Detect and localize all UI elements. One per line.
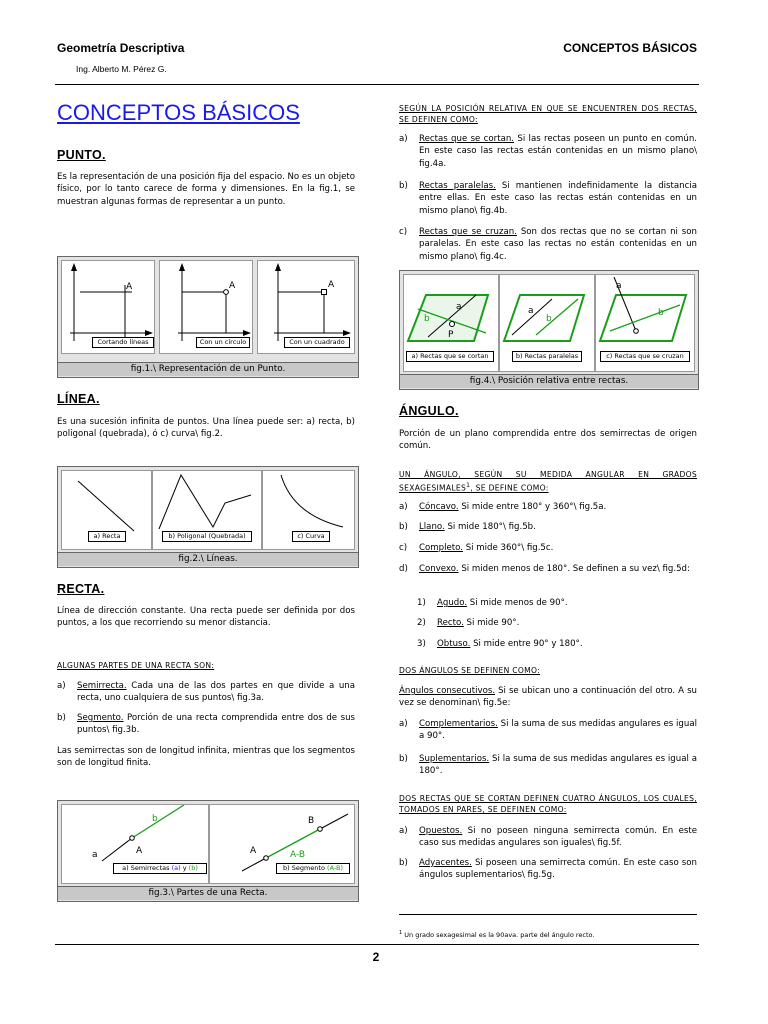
item-term: Llano. <box>419 522 445 532</box>
header-right-title: CONCEPTOS BÁSICOS <box>563 41 697 55</box>
punto-text: Es la representación de una posición fija del espacio. No es un objeto físico, por lo tanto carece de forma y dimensiones. En la fig.1, se muestran algunas formas de representar a un punto. <box>57 172 356 207</box>
heading-angulo: ÁNGULO. <box>399 404 459 418</box>
dos-item-a <box>399 718 697 743</box>
item-term: Segmento. <box>77 713 124 723</box>
recta-text: Línea de dirección constante. Una recta puede ser definida por dos puntos, a los que recorriendo su menor distancia. <box>57 606 355 629</box>
item-number: 1) <box>417 598 426 608</box>
svg-text:a: a <box>528 306 534 316</box>
item-desc: Si miden menos de 180°. Se definen a su vez\ fig.5d: <box>458 564 690 574</box>
svg-text:b: b <box>152 814 158 824</box>
item-desc: Porción de una recta comprendida entre dos de sus puntos\ fig.3b. <box>77 713 355 736</box>
item-term: Rectas que se cruzan. <box>419 227 517 237</box>
fig1-label-b: Con un círculo <box>196 337 250 348</box>
fig2-label-a: a) Recta <box>88 531 126 542</box>
fig1-label-c: Con un cuadrado <box>284 337 350 348</box>
item-number: b) <box>399 522 408 532</box>
item-number: 2) <box>417 618 426 628</box>
svg-text:B: B <box>308 816 315 826</box>
angulo-item-a <box>399 501 697 513</box>
item-term: Opuestos. <box>419 826 463 836</box>
heading-recta: RECTA. <box>57 582 105 596</box>
linea-text: Es una sucesión infinita de puntos. Una línea puede ser: a) recta, b) poligonal (quebrada), ó c) curva\ fig.2. <box>57 417 355 440</box>
dos-item-b <box>399 753 697 778</box>
fig3-label-b: b) Segmento (A-B) <box>276 863 350 874</box>
angulo-medida-heading: UN ÁNGULO, SEGÚN SU MEDIDA ANGULAR EN GRADOS SEXAGESIMALES$^1$, SE DEFINE COMO: <box>399 470 697 493</box>
item-desc: Si poseen una semirrecta común. En este caso son ángulos suplementarios\ fig.5g. <box>419 858 697 881</box>
item-number: a) <box>399 134 408 144</box>
item-term: Cóncavo. <box>419 502 459 512</box>
svg-text:a: a <box>616 281 622 291</box>
svg-text:P: P <box>448 330 454 340</box>
item-number: c) <box>399 543 408 553</box>
item-number: d) <box>399 564 408 574</box>
item-number: b) <box>399 858 408 868</box>
fig1-label-a: Cortando líneas <box>92 337 154 348</box>
posicion-heading: SEGÚN LA POSICIÓN RELATIVA EN QUE SE ENCUENTREN DOS RECTAS, SE DEFINEN COMO: <box>399 104 697 124</box>
fig3-caption: fig.3.\ Partes de una Recta. <box>58 886 358 900</box>
item-number: a) <box>399 719 408 729</box>
recta-item-b <box>57 712 355 737</box>
recta-partes-heading: ALGUNAS PARTES DE UNA RECTA SON: <box>57 661 215 670</box>
figure-4 <box>399 270 699 390</box>
angulo-subitem-1 <box>417 597 697 609</box>
svg-text:A: A <box>229 281 236 291</box>
fig2-label-c: c) Curva <box>292 531 330 542</box>
item-desc: Si mide 360°\ fig.5c. <box>462 543 554 553</box>
cuatro-angulos-heading: DOS RECTAS QUE SE CORTAN DEFINEN CUATRO ÁNGULOS, LOS CUALES, TOMADOS EN PARES, SE DEFINEN COMO: <box>399 794 697 814</box>
figure-1 <box>57 256 359 378</box>
header-rule <box>55 84 699 85</box>
fig4-label-a: a) Rectas que se cortan <box>406 351 494 362</box>
fig2-caption: fig.2.\ Líneas. <box>58 552 358 566</box>
figure-2 <box>57 466 359 568</box>
fig4-caption: fig.4.\ Posición relativa entre rectas. <box>400 374 698 388</box>
angulo-text: Porción de un plano comprendida entre dos semirrectas de origen común. <box>399 429 697 452</box>
header-author: Ing. Alberto M. Pérez G. <box>76 64 167 74</box>
footnote: $^1$ Un grado sexagesimal es la 90ava. parte del ángulo recto. <box>399 930 595 940</box>
angulo-subitem-3 <box>417 638 697 650</box>
angulo-item-d <box>399 563 697 575</box>
item-term: Convexo. <box>419 564 459 574</box>
svg-text:a: a <box>92 850 98 860</box>
item-desc: Si la suma de sus medidas angulares es igual a 180°. <box>419 754 697 777</box>
item-term: Semirrecta. <box>77 681 127 691</box>
fig1-caption: fig.1.\ Representación de un Punto. <box>58 362 358 376</box>
item-term: Rectas paralelas. <box>419 181 496 191</box>
heading-linea: LÍNEA. <box>57 392 100 406</box>
item-desc: Si mide 180°\ fig.5b. <box>444 522 536 532</box>
angulo-item-c <box>399 542 697 554</box>
footnote-rule <box>399 914 697 915</box>
item-desc: Cada una de las dos partes en que divide a una recta, uno cualquiera de sus puntos\ fig.3a. <box>77 681 355 704</box>
item-desc: Si las rectas poseen un punto en común. En este caso las rectas están contenidas en un mismo plano\ fig.4a. <box>419 134 697 169</box>
item-term: Completo. <box>419 543 463 553</box>
item-term: Agudo. <box>437 598 468 608</box>
svg-text:a: a <box>456 302 462 312</box>
footer-rule <box>55 944 699 945</box>
item-term: Adyacentes. <box>419 858 472 868</box>
svg-text:b: b <box>658 308 664 318</box>
dos-angulos-heading: DOS ÁNGULOS SE DEFINEN COMO: <box>399 666 541 675</box>
item-number: b) <box>399 754 408 764</box>
recta-item-a <box>57 680 355 705</box>
item-desc: Si mantienen indefinidamente la distancia entre ellas. En este caso las rectas están contenidas en un mismo plano\ fig.4b. <box>419 181 697 216</box>
main-title: CONCEPTOS BÁSICOS <box>57 100 300 125</box>
heading-punto: PUNTO. <box>57 148 106 162</box>
item-term: Rectas que se cortan. <box>419 134 515 144</box>
item-desc: Si no poseen ninguna semirrecta común. En este caso sus medidas angulares son iguales\ fig.5f. <box>419 826 697 849</box>
fig4-label-c: c) Rectas que se cruzan <box>600 351 690 362</box>
svg-text:A: A <box>136 846 143 856</box>
consecutivos-text: Ángulos consecutivos. Si se ubican uno a continuación del otro. A su vez se denominan\ fig.5e: <box>399 686 697 709</box>
angulo-subitem-2 <box>417 617 697 629</box>
item-desc: Si mide entre 180° y 360°\ fig.5a. <box>458 502 607 512</box>
svg-text:A-B: A-B <box>290 850 306 860</box>
fig3-label-a: a) Semirrectas (a) y (b) <box>113 863 207 874</box>
fig4-label-b: b) Rectas paralelas <box>512 351 582 362</box>
figure-3 <box>57 800 359 902</box>
page-number: 2 <box>372 950 380 964</box>
item-number: a) <box>57 681 66 691</box>
angulo-item-b <box>399 521 697 533</box>
item-number: 3) <box>417 639 426 649</box>
posicion-item-b <box>399 180 697 217</box>
item-desc: Si la suma de sus medidas angulares es igual a 90°. <box>419 719 697 742</box>
item-number: c) <box>399 227 408 237</box>
item-term: Obtuso. <box>437 639 471 649</box>
item-desc: Si mide entre 90° y 180°. <box>470 639 583 649</box>
item-number: b) <box>399 181 408 191</box>
svg-text:A: A <box>126 282 133 292</box>
svg-text:b: b <box>424 314 430 324</box>
svg-text:A: A <box>328 280 335 290</box>
recta-note: Las semirrectas son de longitud infinita, mientras que los segmentos son de longitud finita. <box>57 746 355 769</box>
item-number: a) <box>399 502 408 512</box>
posicion-item-c <box>399 226 697 263</box>
header-left-title: Geometría Descriptiva <box>57 41 185 55</box>
item-desc: Si mide 90°. <box>463 618 520 628</box>
posicion-item-a <box>399 133 697 170</box>
fig2-label-b: b) Poligonal (Quebrada) <box>162 531 252 542</box>
item-desc: Si mide menos de 90°. <box>467 598 568 608</box>
item-number: a) <box>399 826 408 836</box>
item-term: Recto. <box>437 618 464 628</box>
item-number: b) <box>57 713 66 723</box>
item-term: Suplementarios. <box>419 754 490 764</box>
svg-text:b: b <box>546 314 552 324</box>
cuatro-item-a <box>399 825 697 850</box>
item-desc: Son dos rectas que no se cortan ni son paralelas. En este caso las rectas no están contenidas en un mismo plano\ fig.4c. <box>419 227 697 262</box>
svg-text:A: A <box>250 846 257 856</box>
cuatro-item-b <box>399 857 697 882</box>
item-term: Complementarios. <box>419 719 498 729</box>
